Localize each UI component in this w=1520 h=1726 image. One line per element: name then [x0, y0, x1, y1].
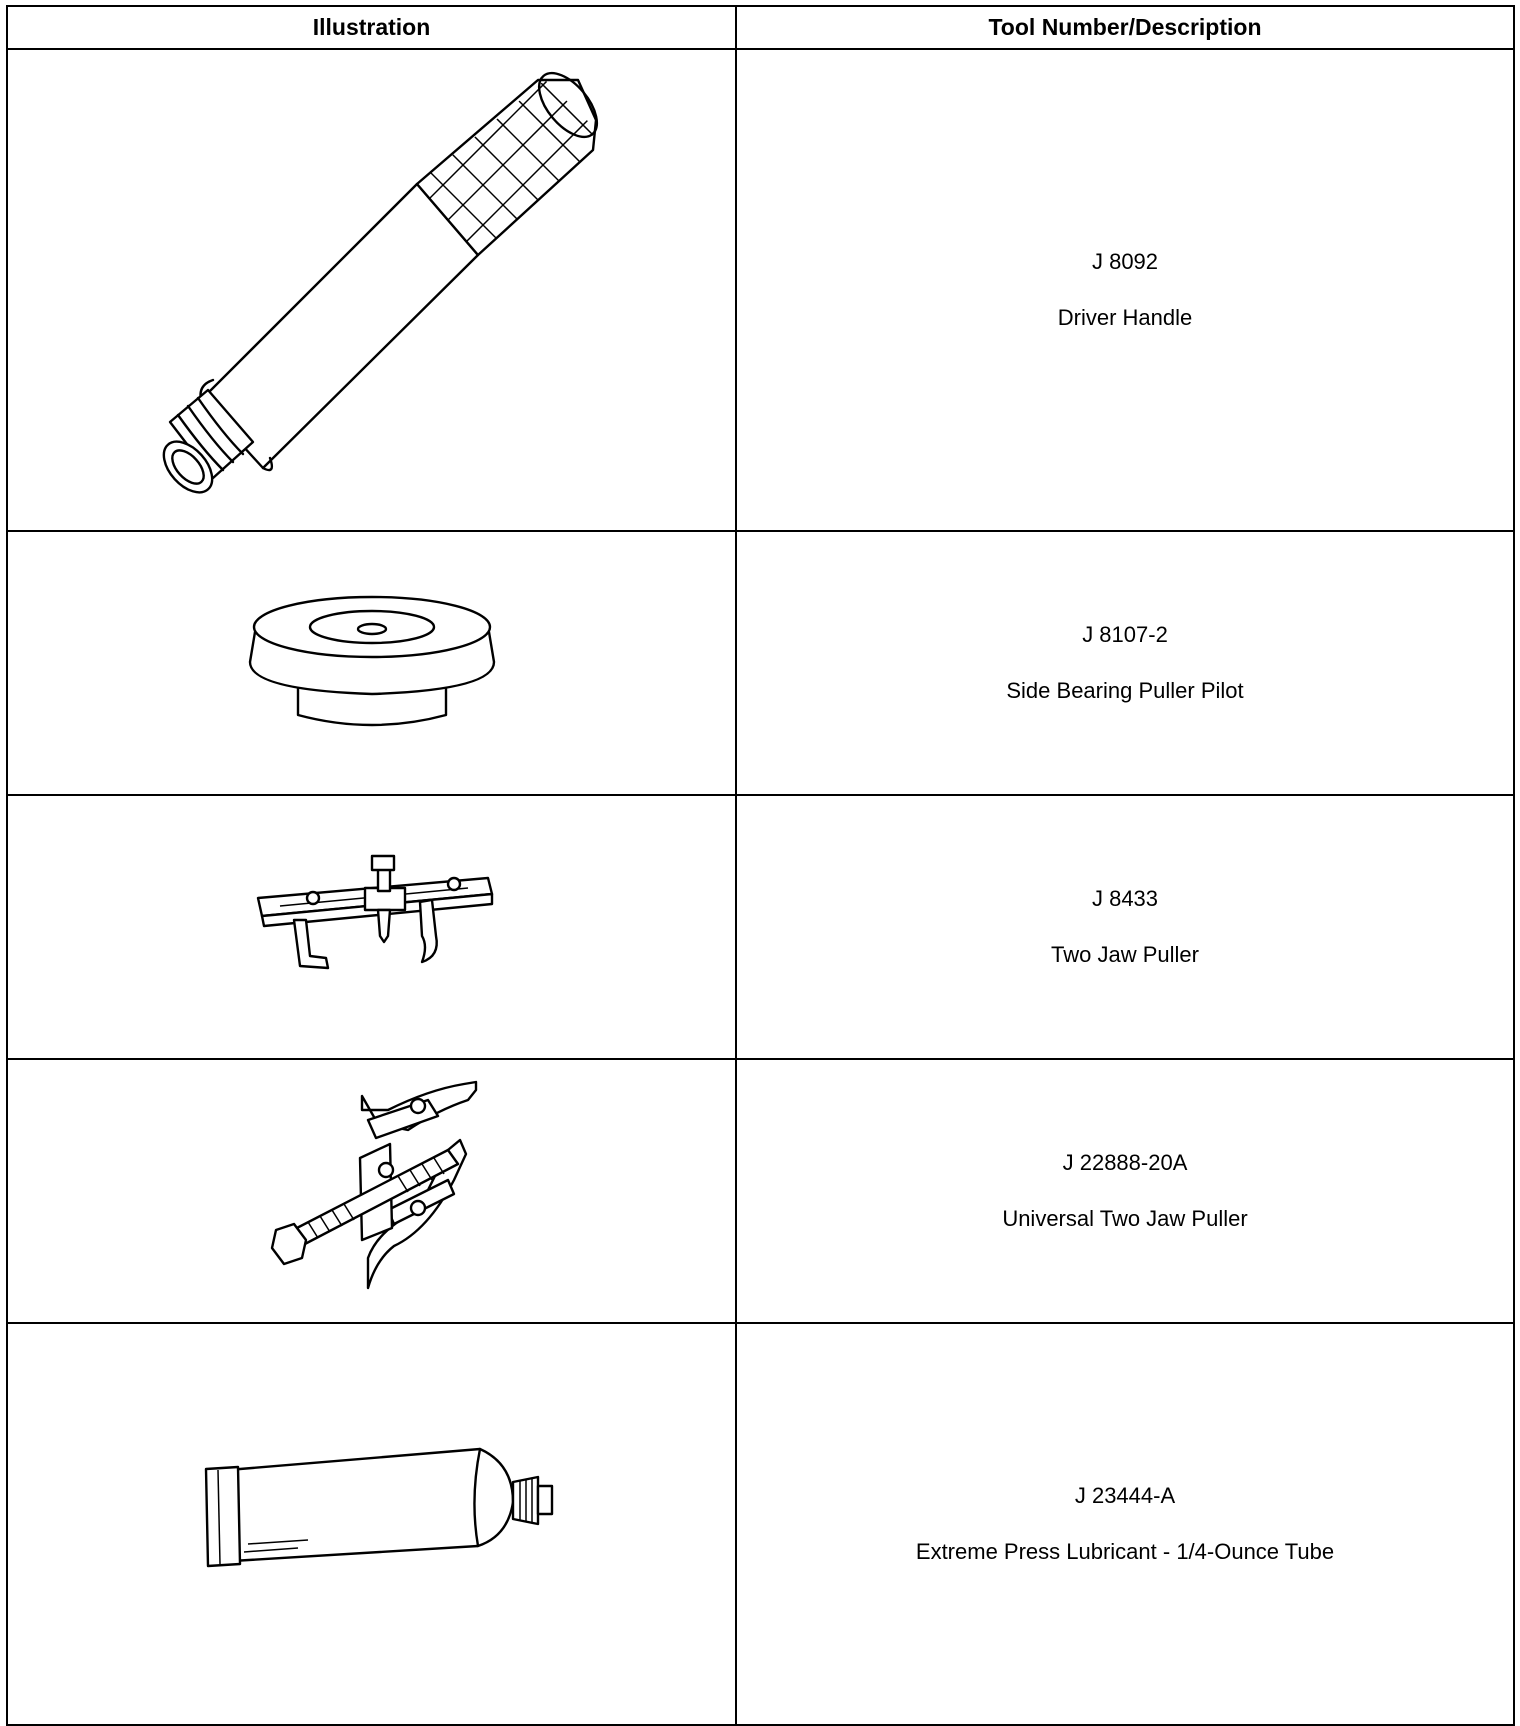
- description-cell: [736, 531, 1514, 795]
- tool-number: J 8107-2: [1082, 622, 1168, 647]
- table-row: [7, 531, 1514, 795]
- header-description: Tool Number/Description: [736, 6, 1514, 49]
- description-cell: [736, 795, 1514, 1059]
- table-row: [7, 795, 1514, 1059]
- puller-pilot-icon: [8, 532, 737, 794]
- table-row: [7, 1059, 1514, 1323]
- header-illustration: Illustration: [7, 6, 736, 49]
- description-cell: [736, 1323, 1514, 1725]
- tool-description: Universal Two Jaw Puller: [1002, 1206, 1248, 1231]
- tool-description: Driver Handle: [1057, 305, 1193, 330]
- illustration-cell: [7, 1059, 736, 1323]
- universal-two-jaw-puller-icon: [8, 1060, 737, 1322]
- tool-description: Side Bearing Puller Pilot: [1006, 678, 1244, 703]
- tool-number: J 8433: [1091, 886, 1159, 911]
- illustration-cell: [7, 531, 736, 795]
- illustration-cell: [7, 49, 736, 531]
- tool-number: J 22888-20A: [1062, 1150, 1188, 1175]
- tool-number: J 8092: [1091, 249, 1159, 274]
- table-row: [7, 1323, 1514, 1725]
- header-row: [7, 6, 1514, 49]
- table-row: [7, 49, 1514, 531]
- tool-number: J 23444-A: [1074, 1483, 1176, 1508]
- tool-description: Extreme Press Lubricant - 1/4-Ounce Tube: [915, 1539, 1335, 1564]
- tool-table: [6, 5, 1515, 1726]
- two-jaw-puller-icon: [8, 796, 737, 1058]
- lubricant-tube-icon: [8, 1324, 737, 1724]
- tool-description: Two Jaw Puller: [1051, 942, 1199, 967]
- illustration-cell: [7, 795, 736, 1059]
- description-cell: [736, 1059, 1514, 1323]
- description-cell: [736, 49, 1514, 531]
- driver-handle-icon: [8, 50, 737, 530]
- illustration-cell: [7, 1323, 736, 1725]
